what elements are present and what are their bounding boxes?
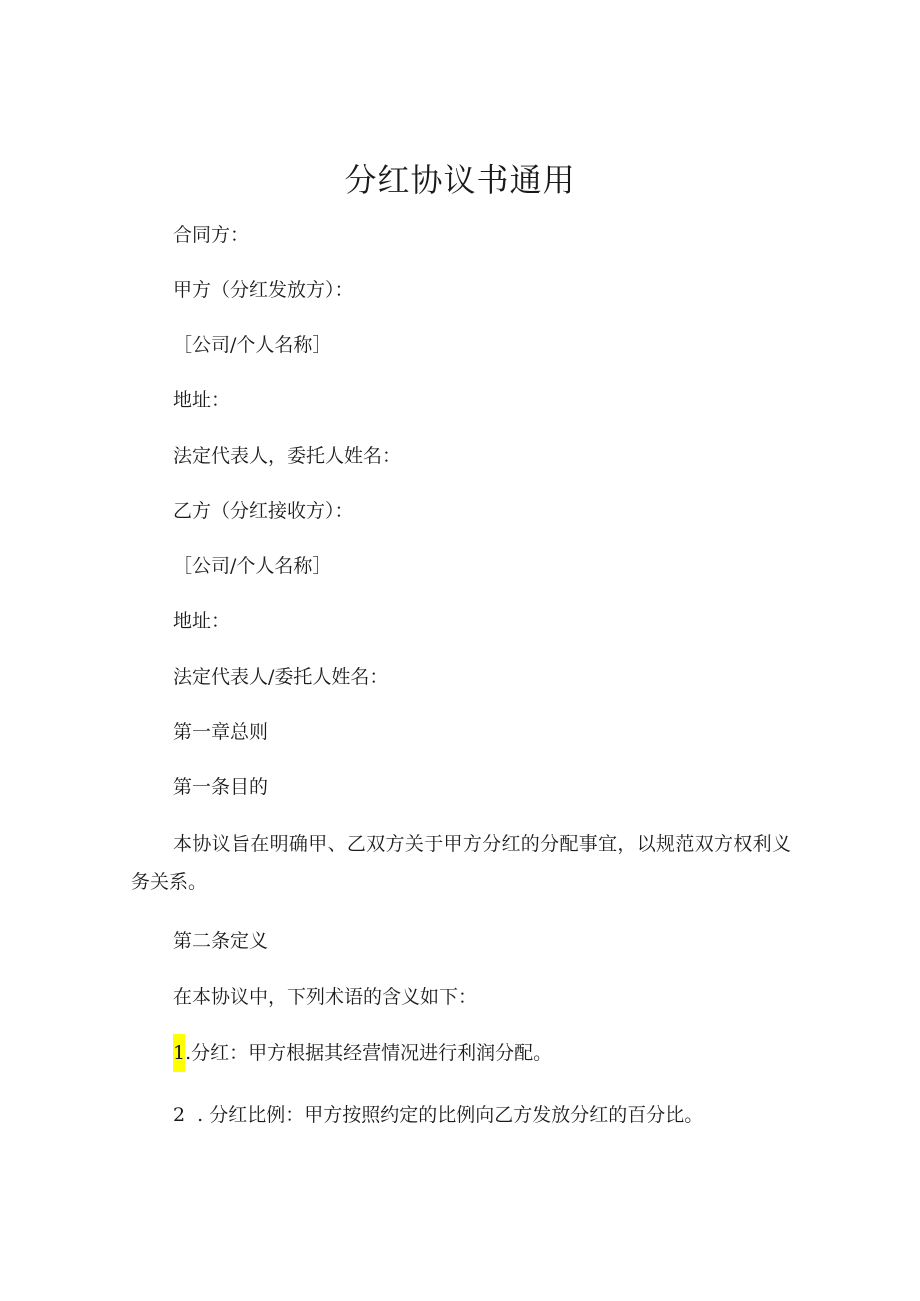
party-b-heading: 乙方（分红接收方）： [173,500,354,522]
article-2-intro: 在本协议中，下列术语的含义如下： [173,986,478,1008]
party-b-name: ［公司/个人名称］ [173,555,332,577]
chapter-heading: 第一章总则 [173,721,269,743]
definition-item-1-text: .分红：甲方根据其经营情况进行利润分配。 [185,1042,553,1064]
party-a-representative: 法定代表人，委托人姓名： [173,445,402,467]
party-a-address: 地址： [173,389,231,411]
party-a-heading: 甲方（分红发放方）： [173,279,354,301]
party-b-address: 地址： [173,610,231,632]
document-title: 分红协议书通用 [344,161,576,199]
definition-item-1 [173,1040,552,1066]
highlighted-number: 1 [173,1034,185,1072]
party-a-name: ［公司/个人名称］ [173,334,332,356]
article-1-body: 本协议旨在明确甲、乙双方关于甲方分红的分配事宜，以规范双方权利义务关系。 [131,833,791,893]
contract-parties-heading: 合同方： [173,224,250,246]
article-2-heading: 第二条定义 [173,930,269,952]
party-b-representative: 法定代表人/委托人姓名： [173,666,389,688]
article-1-heading: 第一条目的 [173,776,269,798]
definition-item-2: 2 . 分红比例：甲方按照约定的比例向乙方发放分红的百分比。 [173,1104,704,1126]
